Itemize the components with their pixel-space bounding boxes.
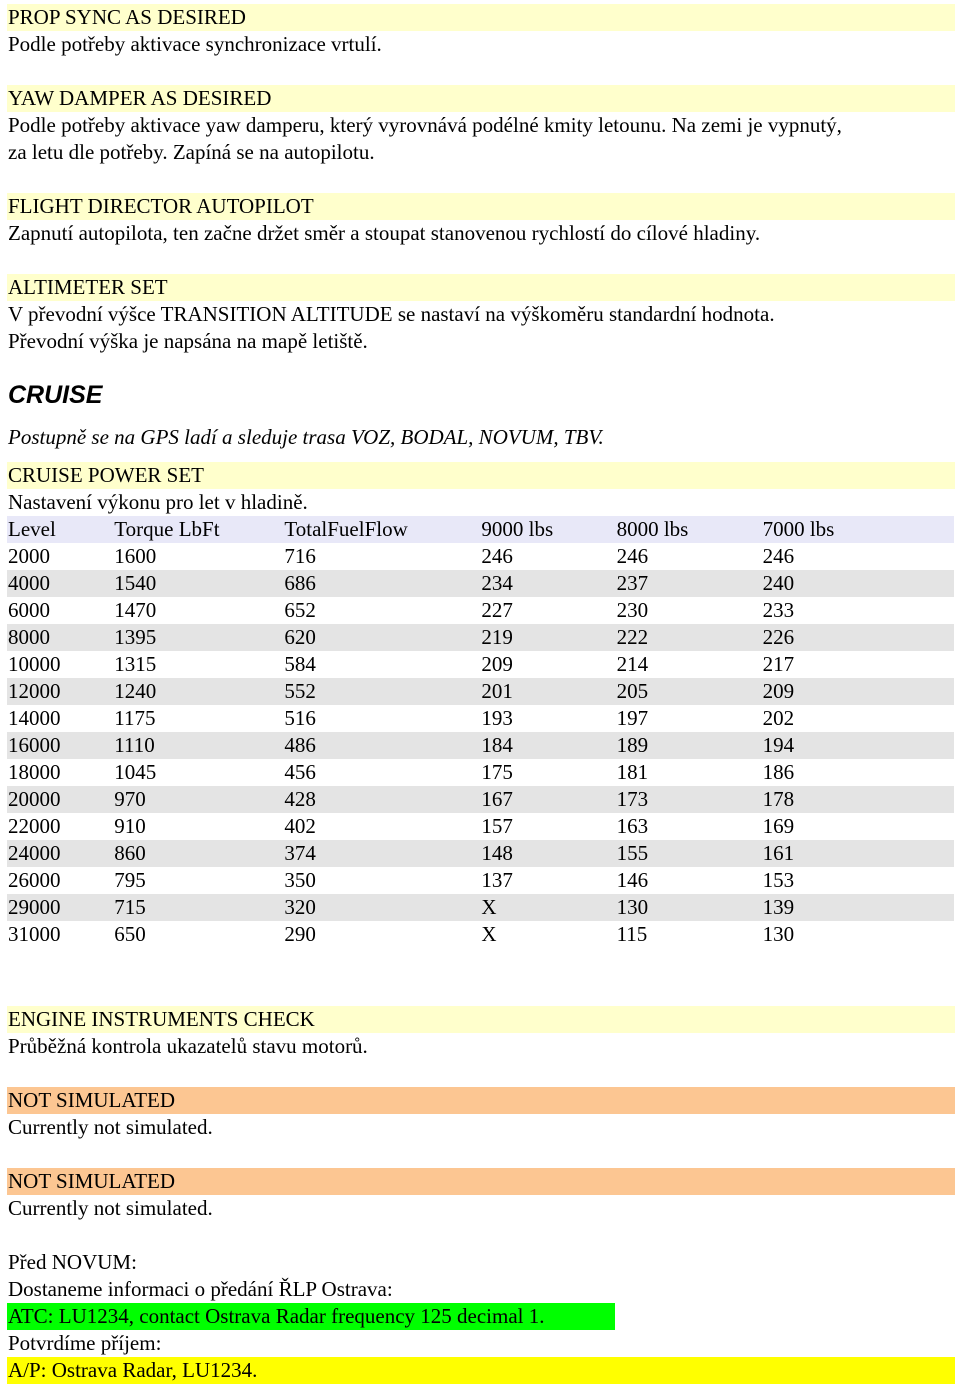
table-cell: 214 [616, 652, 649, 676]
table-row [7, 678, 954, 705]
table-header-row [7, 516, 954, 543]
table-cell: 193 [481, 706, 513, 730]
table-cell: 402 [284, 814, 316, 838]
table-cell: 715 [114, 895, 146, 919]
table-cell: 161 [762, 841, 795, 865]
table-cell: 137 [481, 868, 513, 892]
cruise-power-table [7, 516, 954, 948]
table-row [7, 732, 954, 759]
yaw-damper-title: YAW DAMPER AS DESIRED [7, 85, 955, 112]
table-cell: 246 [481, 544, 513, 568]
table-cell: 1110 [114, 733, 155, 757]
table-cell: 146 [616, 868, 649, 892]
table-cell: 2000 [8, 544, 50, 568]
altimeter-set-title: ALTIMETER SET [7, 274, 955, 301]
table-cell: 157 [481, 814, 513, 838]
table-row [7, 921, 954, 948]
table-cell: 189 [616, 733, 649, 757]
table-row [7, 840, 954, 867]
table-cell: 18000 [8, 760, 61, 784]
table-cell: 10000 [8, 652, 61, 676]
table-cell: 428 [284, 787, 316, 811]
table-cell: 178 [762, 787, 795, 811]
table-cell: 169 [762, 814, 795, 838]
table-cell: 8000 [8, 625, 50, 649]
prop-sync-text: Podle potřeby aktivace synchronizace vrtulí. [8, 32, 382, 56]
altimeter-set-text-1: V převodní výšce TRANSITION ALTITUDE se nastaví na výškoměru standardní hodnota. [8, 302, 775, 326]
table-cell: 155 [616, 841, 649, 865]
table-cell: 1600 [114, 544, 157, 568]
table-cell: 1240 [114, 679, 157, 703]
table-cell: 175 [481, 760, 513, 784]
not-simulated-title: NOT SIMULATED [7, 1168, 955, 1195]
table-cell: 350 [284, 868, 316, 892]
table-cell: 716 [284, 544, 316, 568]
table-cell: 1045 [114, 760, 157, 784]
table-row [7, 894, 954, 921]
table-cell: 226 [762, 625, 795, 649]
table-header-cell: Level [8, 517, 56, 541]
table-row [7, 786, 954, 813]
table-cell: 22000 [8, 814, 61, 838]
table-cell: 26000 [8, 868, 61, 892]
table-cell: 148 [481, 841, 513, 865]
table-cell: 205 [616, 679, 649, 703]
table-cell: 970 [114, 787, 146, 811]
table-cell: 217 [762, 652, 795, 676]
table-cell: 486 [284, 733, 316, 757]
table-header-cell: 9000 lbs [481, 517, 554, 541]
table-cell: 202 [762, 706, 795, 730]
table-cell: 6000 [8, 598, 50, 622]
table-cell: 516 [284, 706, 316, 730]
table-cell: 374 [284, 841, 316, 865]
table-cell: 860 [114, 841, 146, 865]
table-header-cell: 8000 lbs [616, 517, 689, 541]
table-cell: 153 [762, 868, 795, 892]
table-cell: 233 [762, 598, 795, 622]
table-cell: X [481, 895, 497, 919]
not-simulated-text: Currently not simulated. [8, 1196, 213, 1220]
prop-sync-title: PROP SYNC AS DESIRED [7, 4, 955, 31]
table-cell: 237 [616, 571, 649, 595]
engine-check-title: ENGINE INSTRUMENTS CHECK [7, 1006, 955, 1033]
table-cell: 14000 [8, 706, 61, 730]
atc-message: ATC: LU1234, contact Ostrava Radar frequency 125 decimal 1. [7, 1303, 615, 1330]
cruise-power-text: Nastavení výkonu pro let v hladině. [8, 490, 308, 514]
table-row [7, 543, 954, 570]
table-cell: 197 [616, 706, 649, 730]
table-row [7, 705, 954, 732]
handoff-info: Dostaneme informaci o předání ŘLP Ostrava: [8, 1277, 393, 1301]
altimeter-set-text-2: Převodní výška je napsána na mapě letiště. [8, 329, 368, 353]
table-header-cell: TotalFuelFlow [284, 517, 408, 541]
cruise-heading: CRUISE [8, 381, 103, 409]
yaw-damper-text-1: Podle potřeby aktivace yaw damperu, který vyrovnává podélné kmity letounu. Na zemi je vypnutý, [8, 113, 842, 137]
table-cell: 219 [481, 625, 513, 649]
table-cell: 552 [284, 679, 316, 703]
table-cell: 1470 [114, 598, 157, 622]
table-cell: 29000 [8, 895, 61, 919]
table-cell: 173 [616, 787, 649, 811]
table-row [7, 651, 954, 678]
ap-response: A/P: Ostrava Radar, LU1234. [7, 1357, 955, 1384]
cruise-power-title: CRUISE POWER SET [7, 462, 955, 489]
table-cell: 130 [616, 895, 649, 919]
table-cell: 194 [762, 733, 795, 757]
flight-director-title: FLIGHT DIRECTOR AUTOPILOT [7, 193, 955, 220]
table-cell: 290 [284, 922, 316, 946]
table-header-cell: Torque LbFt [114, 517, 220, 541]
table-cell: 12000 [8, 679, 61, 703]
table-cell: 130 [762, 922, 795, 946]
table-cell: 584 [284, 652, 316, 676]
table-cell: 320 [284, 895, 316, 919]
table-cell: 201 [481, 679, 513, 703]
table-cell: 16000 [8, 733, 61, 757]
table-cell: 184 [481, 733, 513, 757]
table-cell: 1315 [114, 652, 157, 676]
table-cell: 167 [481, 787, 513, 811]
table-cell: 234 [481, 571, 513, 595]
table-cell: 686 [284, 571, 316, 595]
yaw-damper-text-2: za letu dle potřeby. Zapíná se na autopilotu. [8, 140, 375, 164]
flight-director-text: Zapnutí autopilota, ten začne držet směr a stoupat stanovenou rychlostí do cílové hladiny. [8, 221, 761, 245]
table-cell: 227 [481, 598, 513, 622]
table-cell: 910 [114, 814, 146, 838]
not-simulated-title: NOT SIMULATED [7, 1087, 955, 1114]
cruise-route: Postupně se na GPS ladí a sleduje trasa VOZ, BODAL, NOVUM, TBV. [8, 425, 604, 449]
table-cell: 24000 [8, 841, 61, 865]
table-row [7, 597, 954, 624]
table-cell: X [481, 922, 497, 946]
table-cell: 246 [762, 544, 795, 568]
table-row [7, 759, 954, 786]
table-cell: 209 [762, 679, 795, 703]
table-cell: 4000 [8, 571, 50, 595]
table-cell: 20000 [8, 787, 61, 811]
table-row [7, 813, 954, 840]
table-cell: 246 [616, 544, 649, 568]
table-cell: 1540 [114, 571, 157, 595]
table-cell: 650 [114, 922, 146, 946]
table-row [7, 624, 954, 651]
not-simulated-text: Currently not simulated. [8, 1115, 213, 1139]
table-cell: 1175 [114, 706, 156, 730]
handoff-before: Před NOVUM: [8, 1250, 137, 1274]
table-cell: 139 [762, 895, 795, 919]
table-cell: 240 [762, 571, 795, 595]
table-row [7, 867, 954, 894]
table-cell: 186 [762, 760, 795, 784]
table-row [7, 570, 954, 597]
table-header-cell: 7000 lbs [762, 517, 835, 541]
table-cell: 1395 [114, 625, 157, 649]
handoff-confirm: Potvrdíme příjem: [8, 1331, 162, 1355]
table-cell: 456 [284, 760, 316, 784]
table-cell: 163 [616, 814, 649, 838]
table-cell: 181 [616, 760, 649, 784]
engine-check-text: Průběžná kontrola ukazatelů stavu motorů. [8, 1034, 368, 1058]
table-cell: 230 [616, 598, 649, 622]
table-cell: 209 [481, 652, 513, 676]
table-cell: 795 [114, 868, 146, 892]
table-cell: 222 [616, 625, 649, 649]
table-cell: 115 [616, 922, 648, 946]
table-cell: 652 [284, 598, 316, 622]
table-cell: 620 [284, 625, 316, 649]
table-cell: 31000 [8, 922, 61, 946]
